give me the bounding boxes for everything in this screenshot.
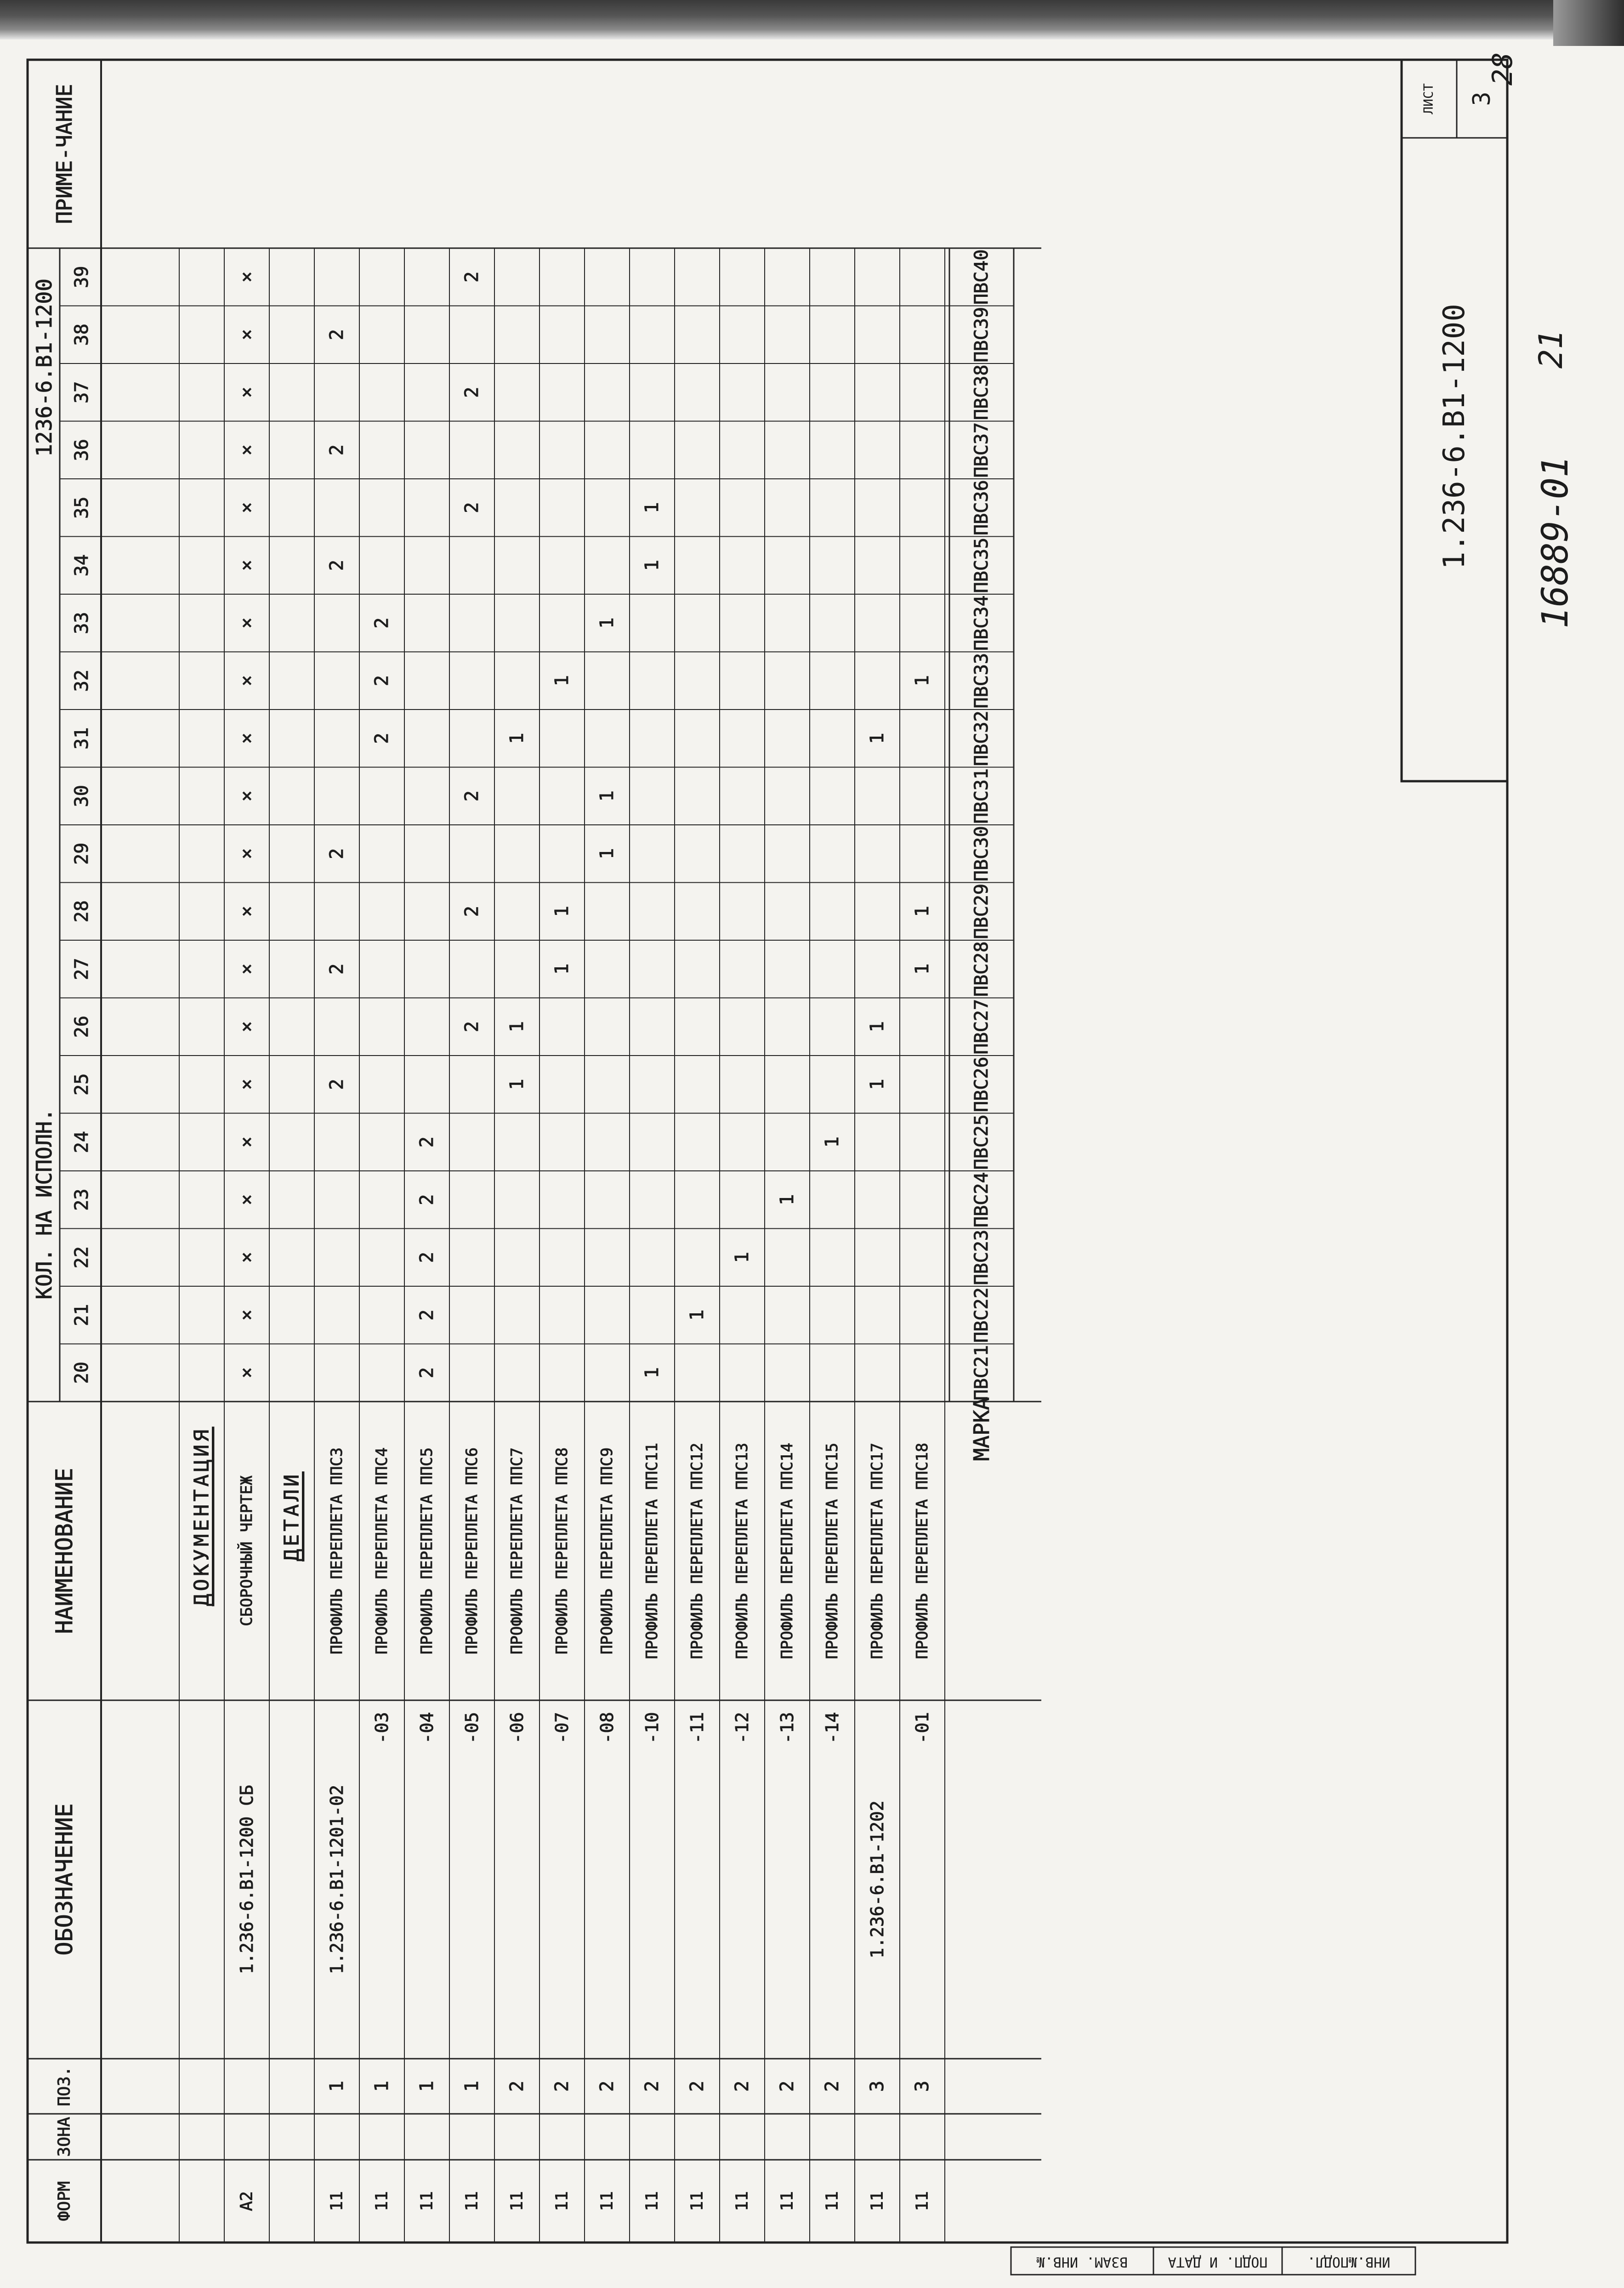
variant-number: 28	[71, 900, 92, 923]
cell-form: 11	[642, 2191, 662, 2211]
cell-quantity: 1	[687, 1309, 708, 1321]
cell-designation: -14	[822, 1712, 842, 1744]
marka-cell: ПВС26	[971, 1056, 992, 1112]
document-code: 1.236-6.В1-1200	[1437, 304, 1471, 569]
header-form: ФОРМ	[55, 2181, 74, 2221]
variant-number: 25	[71, 1073, 92, 1096]
cell-designation: -08	[597, 1712, 617, 1744]
marka-cell: ПВС21	[971, 1345, 992, 1401]
cell-name: ПРОФИЛЬ ПЕРЕПЛЕТА ППС8	[553, 1447, 571, 1655]
cell-form: 11	[552, 2191, 572, 2211]
cell-quantity: ×	[236, 1367, 257, 1379]
cell-quantity: ×	[236, 790, 257, 802]
cell-designation: -04	[417, 1712, 437, 1744]
cell-form: А2	[237, 2191, 256, 2211]
cell-form: 11	[462, 2191, 482, 2211]
cell-name: ПРОФИЛЬ ПЕРЕПЛЕТА ППС18	[913, 1442, 931, 1659]
archive-number: 16889-01	[1535, 456, 1576, 629]
cell-name: ПРОФИЛЬ ПЕРЕПЛЕТА ППС14	[778, 1442, 796, 1659]
cell-name: ПРОФИЛЬ ПЕРЕПЛЕТА ППС12	[688, 1442, 706, 1659]
variant-number: 35	[71, 496, 92, 519]
sheet-number: 3	[1468, 91, 1496, 106]
cell-quantity: 2	[326, 560, 347, 571]
corner-mark: 28	[1487, 52, 1519, 86]
cell-quantity: 1	[551, 906, 573, 917]
cell-quantity: 2	[461, 386, 483, 398]
cell-quantity: 2	[416, 1367, 437, 1379]
cell-quantity: 2	[326, 963, 347, 975]
cell-designation: -01	[912, 1712, 932, 1744]
cell-form: 11	[417, 2191, 437, 2211]
cell-quantity: ×	[236, 675, 257, 687]
cell-designation: -07	[552, 1712, 572, 1744]
variant-number: 36	[71, 439, 92, 461]
header-designation: ОБОЗНАЧЕНИЕ	[51, 1803, 78, 1956]
marka-cell: ПВС30	[971, 826, 992, 881]
variant-number: 32	[71, 670, 92, 692]
cell-designation: -10	[642, 1712, 662, 1744]
cell-quantity: ×	[236, 1021, 257, 1033]
cell-quantity: 2	[416, 1309, 437, 1321]
header-note: ПРИМЕ-ЧАНИЕ	[52, 84, 77, 224]
marka-cell: ПВС32	[971, 710, 992, 766]
cell-quantity: 1	[506, 1079, 528, 1090]
header-qty-group: КОЛ. НА ИСПОЛН.	[32, 1108, 57, 1300]
cell-pos: 1	[326, 2080, 347, 2092]
cell-pos: 3	[867, 2080, 888, 2092]
variant-number: 21	[71, 1304, 92, 1326]
cell-quantity: 1	[642, 560, 663, 571]
cell-name: ПРОФИЛЬ ПЕРЕПЛЕТА ППС17	[868, 1442, 886, 1659]
marka-cell: ПВС25	[971, 1114, 992, 1170]
cell-quantity: ×	[236, 1136, 257, 1148]
cell-quantity: 1	[912, 906, 933, 917]
cell-quantity: 1	[867, 1021, 888, 1033]
cell-pos: 2	[642, 2080, 663, 2092]
marka-cell: ПВС22	[971, 1287, 992, 1343]
cell-quantity: 2	[461, 1021, 483, 1033]
cell-quantity: 1	[596, 790, 618, 802]
marka-cell: ПВС31	[971, 768, 992, 824]
cell-form: 11	[868, 2191, 887, 2211]
cell-pos: 2	[687, 2080, 708, 2092]
cell-pos: 1	[461, 2080, 483, 2092]
variant-number: 27	[71, 958, 92, 980]
cell-quantity: 2	[326, 329, 347, 341]
cell-quantity: 1	[551, 675, 573, 687]
stamp-sign-date: ПОДП. И ДАТА	[1168, 2254, 1268, 2270]
cell-designation: -06	[507, 1712, 527, 1744]
marka-cell: ПВС24	[971, 1172, 992, 1227]
cell-quantity: 2	[326, 848, 347, 859]
cell-designation: 1.236-6.В1-1201-02	[327, 1785, 347, 1974]
cell-quantity: 1	[777, 1194, 798, 1205]
variant-number: 24	[71, 1131, 92, 1153]
variant-number: 22	[71, 1246, 92, 1269]
cell-quantity: 2	[461, 271, 483, 283]
cell-pos: 1	[371, 2080, 392, 2092]
cell-form: 11	[778, 2191, 797, 2211]
stamp-inv-orig: ИНВ.№ПОДЛ.	[1307, 2254, 1391, 2270]
cell-name: ПРОФИЛЬ ПЕРЕПЛЕТА ППС13	[733, 1442, 751, 1659]
marka-cell: ПВС33	[971, 653, 992, 709]
cell-quantity: 2	[416, 1136, 437, 1148]
cell-quantity: 1	[912, 675, 933, 687]
marka-cell: ПВС34	[971, 595, 992, 651]
cell-pos: 2	[551, 2080, 573, 2092]
cell-quantity: ×	[236, 329, 257, 341]
cell-name: ПРОФИЛЬ ПЕРЕПЛЕТА ППС6	[463, 1447, 481, 1655]
cell-quantity: ×	[236, 502, 257, 513]
cell-quantity: ×	[236, 1079, 257, 1090]
cell-quantity: ×	[236, 1252, 257, 1263]
cell-name: ПРОФИЛЬ ПЕРЕПЛЕТА ППС5	[418, 1447, 436, 1655]
cell-pos: 2	[732, 2080, 753, 2092]
marka-cell: ПВС29	[971, 884, 992, 939]
variant-number: 29	[71, 842, 92, 865]
cell-quantity: 2	[371, 675, 392, 687]
cell-form: 11	[597, 2191, 617, 2211]
cell-form: 11	[372, 2191, 392, 2211]
cell-pos: 2	[822, 2080, 843, 2092]
variant-number: 37	[71, 381, 92, 403]
cell-name: ПРОФИЛЬ ПЕРЕПЛЕТА ППС9	[598, 1447, 616, 1655]
marka-cell: ПВС37	[971, 422, 992, 478]
cell-designation: -12	[732, 1712, 752, 1744]
marka-cell: ПВС40	[971, 249, 992, 305]
cell-quantity: ×	[236, 560, 257, 571]
cell-designation: 1.236-6.В1-1202	[867, 1800, 887, 1959]
cell-quantity: 1	[506, 732, 528, 744]
cell-quantity: ×	[236, 271, 257, 283]
cell-designation: -13	[777, 1712, 797, 1744]
cell-pos: 2	[777, 2080, 798, 2092]
cell-quantity: ×	[236, 963, 257, 975]
cell-quantity: 1	[551, 963, 573, 975]
marka-cell: ПВС35	[971, 538, 992, 593]
cell-quantity: 1	[596, 848, 618, 859]
cell-name: СБОРОЧНЫЙ ЧЕРТЕЖ	[238, 1476, 256, 1626]
cell-quantity: 2	[416, 1194, 437, 1205]
marka-cell: ПВС39	[971, 307, 992, 363]
cell-form: 11	[823, 2191, 842, 2211]
cell-name: ПРОФИЛЬ ПЕРЕПЛЕТА ППС7	[508, 1447, 526, 1655]
cell-quantity: ×	[236, 906, 257, 917]
variant-number: 33	[71, 612, 92, 634]
cell-form: 11	[507, 2191, 527, 2211]
cell-quantity: 1	[822, 1136, 843, 1148]
cell-designation: -05	[462, 1712, 482, 1744]
sheet-label: ЛИСТ	[1420, 83, 1436, 114]
variant-number: 39	[71, 266, 92, 288]
cell-form: 11	[327, 2191, 346, 2211]
marka-label: МАРКА	[969, 1397, 994, 1461]
variant-number: 38	[71, 324, 92, 346]
marka-cell: ПВС27	[971, 999, 992, 1055]
cell-pos: 1	[416, 2080, 437, 2092]
cell-quantity: ×	[236, 732, 257, 744]
cell-quantity: ×	[236, 444, 257, 456]
cell-name: ПРОФИЛЬ ПЕРЕПЛЕТА ППС15	[823, 1442, 841, 1659]
cell-name: ПРОФИЛЬ ПЕРЕПЛЕТА ППС11	[643, 1442, 661, 1659]
cell-name: ПРОФИЛЬ ПЕРЕПЛЕТА ППС4	[373, 1447, 391, 1655]
cell-form: 11	[913, 2191, 932, 2211]
variant-number: 31	[71, 727, 92, 749]
cell-quantity: 2	[461, 790, 483, 802]
marka-cell: ПВС36	[971, 480, 992, 535]
cell-quantity: ×	[236, 848, 257, 859]
cell-quantity: 1	[867, 1079, 888, 1090]
stamp-inv-dupl: ВЗАМ. ИНВ.№	[1036, 2254, 1128, 2270]
cell-pos: 3	[912, 2080, 933, 2092]
header-name: НАИМЕНОВАНИЕ	[51, 1468, 78, 1634]
cell-quantity: 1	[596, 617, 618, 629]
section-heading: ДЕТАЛИ	[280, 1471, 304, 1561]
cell-quantity: 2	[461, 502, 483, 513]
variant-number: 26	[71, 1016, 92, 1038]
cell-quantity: 1	[642, 1367, 663, 1379]
cell-quantity: 2	[371, 617, 392, 629]
variant-number: 30	[71, 785, 92, 807]
marka-cell: ПВС23	[971, 1230, 992, 1285]
cell-pos: 2	[596, 2080, 618, 2092]
cell-quantity: ×	[236, 617, 257, 629]
cell-quantity: ×	[236, 1309, 257, 1321]
page-suffix: 21	[1532, 329, 1570, 369]
margin-stamp	[1011, 2247, 1415, 2275]
cell-form: 11	[733, 2191, 752, 2211]
cell-quantity: 1	[867, 732, 888, 744]
marka-cell: ПВС38	[971, 364, 992, 420]
cell-quantity: 1	[732, 1252, 753, 1263]
cell-pos: 2	[506, 2080, 528, 2092]
section-heading: ДОКУМЕНТАЦИЯ	[190, 1427, 214, 1606]
cell-designation: -11	[687, 1712, 707, 1744]
cell-quantity: 2	[371, 732, 392, 744]
header-zone: ЗОНА	[55, 2117, 74, 2157]
variant-number: 20	[71, 1362, 92, 1384]
cell-quantity: 2	[326, 1079, 347, 1090]
variant-number: 23	[71, 1188, 92, 1211]
header-document-ref: 1236-6.В1-1200	[32, 278, 57, 457]
header-pos: ПОЗ.	[55, 2066, 74, 2106]
cell-quantity: 1	[642, 502, 663, 513]
cell-designation: -03	[372, 1712, 392, 1744]
title-block	[1402, 60, 1507, 781]
cell-name: ПРОФИЛЬ ПЕРЕПЛЕТА ППС3	[328, 1447, 346, 1655]
cell-quantity: ×	[236, 1194, 257, 1205]
specification-table	[28, 60, 1507, 2243]
cell-quantity: 2	[326, 444, 347, 456]
cell-quantity: 2	[461, 906, 483, 917]
cell-quantity: 1	[912, 963, 933, 975]
variant-number: 34	[71, 554, 92, 577]
cell-designation: 1.236-6.В1-1200 СБ	[237, 1785, 257, 1974]
handwritten-notes	[1487, 52, 1576, 629]
cell-quantity: ×	[236, 386, 257, 398]
cell-quantity: 2	[416, 1252, 437, 1263]
cell-form: 11	[687, 2191, 707, 2211]
marka-cell: ПВС28	[971, 941, 992, 997]
cell-quantity: 1	[506, 1021, 528, 1033]
